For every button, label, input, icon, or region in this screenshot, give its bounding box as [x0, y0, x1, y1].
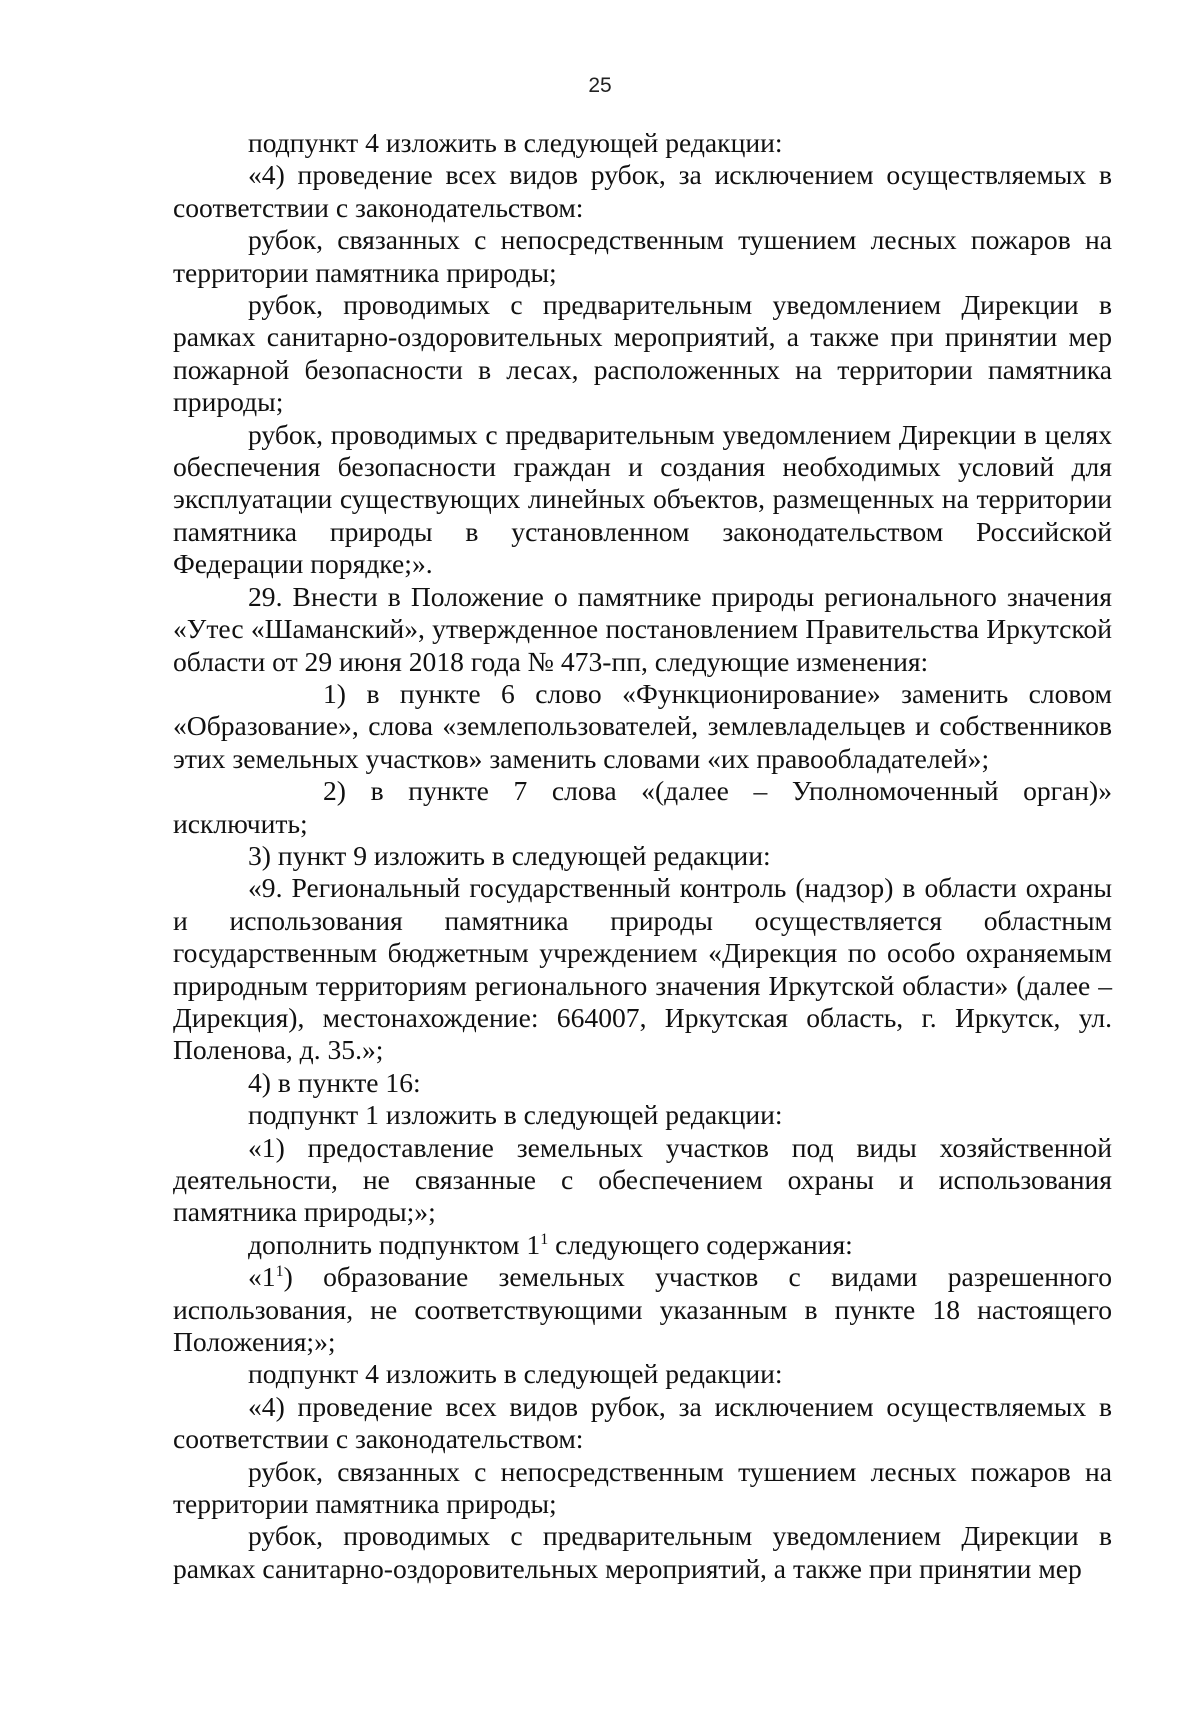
paragraph: «9. Региональный государственный контроль (надзор) в области охраны и использования памятника природы осуществляется областным государственным бюджетным учреждением «Дирекция по особо охраняемым природным территориям регионального значения Иркутской области» (далее – Дирекция), местонахождение: 664007, Иркутская область, г. Иркутск, ул. Поленова, д. 35.»; [173, 872, 1112, 1066]
list-item-number: 1) [323, 677, 346, 709]
list-item-text: в пункте 16: [277, 1066, 421, 1098]
paragraph: рубок, связанных с непосредственным тушением лесных пожаров на территории памятника природы; [173, 224, 1112, 288]
paragraph: «4) проведение всех видов рубок, за исключением осуществляемых в соответствии с законодательством: [173, 1390, 1112, 1455]
paragraph [173, 1229, 1112, 1261]
paragraph [173, 1261, 1112, 1358]
page-number: 25 [588, 74, 612, 97]
list-item [173, 1067, 1112, 1099]
paragraph: рубок, проводимых с предварительным уведомлением Дирекции в рамках санитарно-оздоровительных мероприятий, а также при принятии мер пожарной безопасности в лесах, расположенных на территории памятника природы; [173, 289, 1112, 418]
paragraph: 29. Внести в Положение о памятнике природы регионального значения «Утес «Шаманский», утвержденное постановлением Правительства Иркутской области от 29 июня 2018 года № 473-пп, следующие изменения: [173, 580, 1112, 677]
list-item [173, 840, 1112, 872]
text-segment: дополнить подпунктом 1 [248, 1228, 541, 1260]
paragraph: рубок, связанных с непосредственным тушением лесных пожаров на территории памятника природы; [173, 1455, 1112, 1520]
list-item-text: пункт 9 изложить в следующей редакции: [277, 839, 771, 871]
paragraph: подпункт 4 изложить в следующей редакции: [248, 127, 783, 158]
list-item-text: в пункте 6 слово «Функционирование» заменить словом «Образование», слова «землепользователей, землевладельцев и собственников этих земельных участков» заменить словами «их правообладателей»; [173, 677, 1112, 774]
paragraph: подпункт 1 изложить в следующей редакции: [248, 1099, 783, 1131]
list-item [173, 678, 1112, 775]
list-item-number: 4) [248, 1066, 271, 1098]
list-item-text: в пункте 7 слова «(далее – Уполномоченный орган)» исключить; [173, 775, 1113, 839]
list-item [173, 775, 1112, 840]
paragraph: рубок, проводимых с предварительным уведомлением Дирекции в целях обеспечения безопасности граждан и создания необходимых условий для эксплуатации существующих линейных объектов, размещенных на территории памятника природы в установленном законодательством Российской Федерации порядке;». [173, 418, 1112, 580]
text-segment: ) образование земельных участков с видами разрешенного использования, не соответствующими указанным в пункте 18 настоящего Положения;»; [173, 1261, 1112, 1358]
paragraph: рубок, проводимых с предварительным уведомлением Дирекции в рамках санитарно-оздоровительных мероприятий, а также при принятии мер [173, 1520, 1112, 1584]
list-item-number: 3) [248, 839, 271, 871]
superscript: 1 [275, 1263, 284, 1281]
text-segment: «1 [248, 1261, 276, 1293]
paragraph: подпункт 4 изложить в следующей редакции: [248, 1358, 783, 1390]
list-item-number: 2) [323, 775, 346, 807]
superscript: 1 [540, 1230, 549, 1248]
document-body [173, 127, 1112, 1585]
text-segment: следующего содержания: [548, 1228, 853, 1260]
paragraph: «4) проведение всех видов рубок, за исключением осуществляемых в соответствии с законодательством: [173, 159, 1112, 223]
paragraph: «1) предоставление земельных участков под виды хозяйственной деятельности, не связанные с обеспечением охраны и использования памятника природы;»; [173, 1131, 1112, 1228]
